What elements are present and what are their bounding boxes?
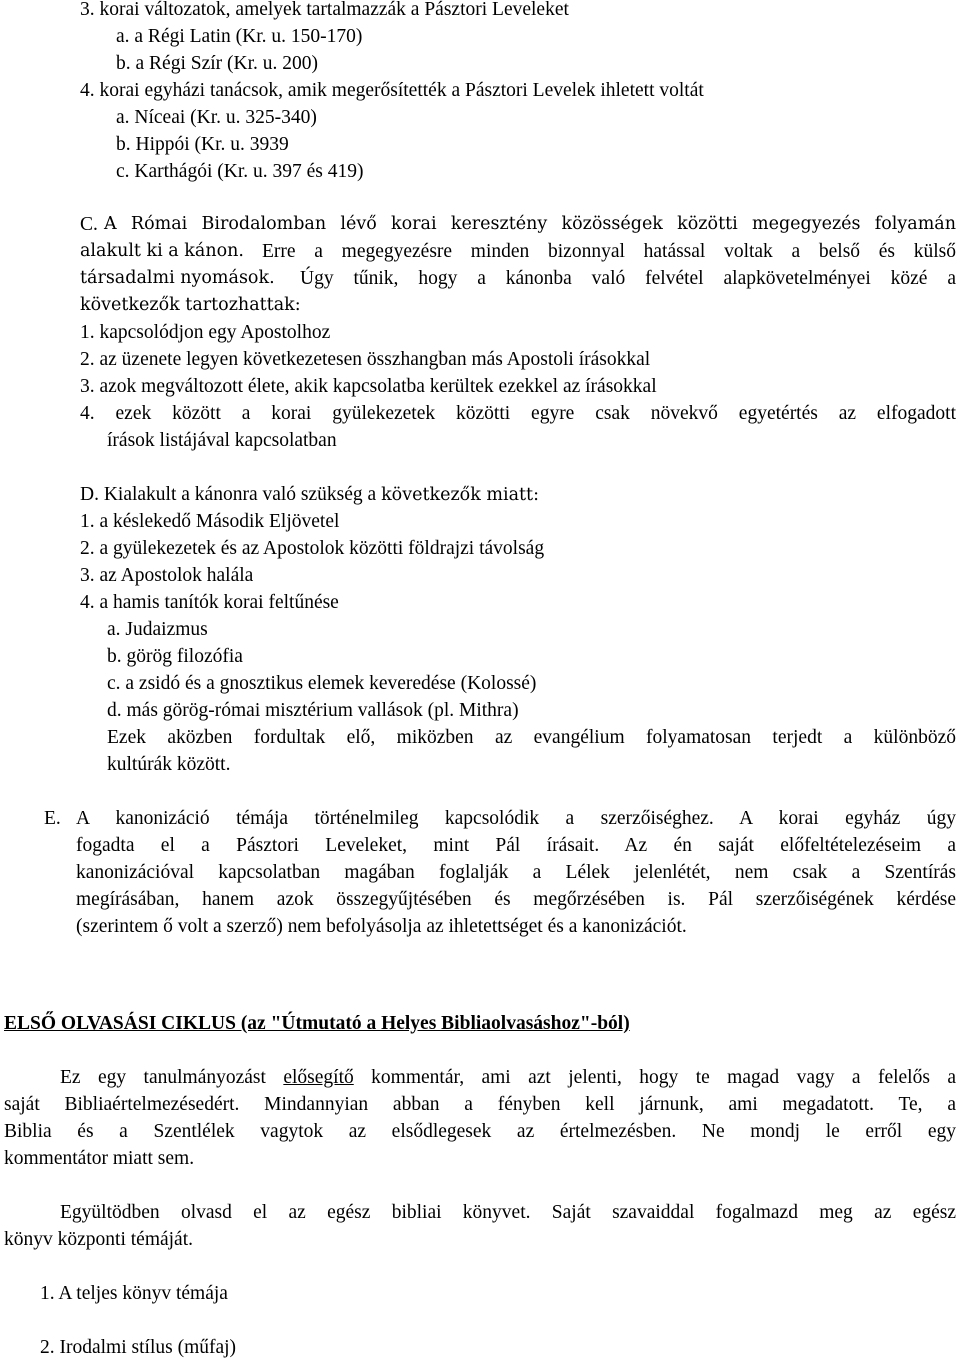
list-item: 2. a gyülekezetek és az Apostolok közötti földrajzi távolság bbox=[80, 538, 545, 559]
section-label: E. bbox=[44, 808, 61, 829]
list-item: 4. a hamis tanítók korai feltűnése bbox=[80, 592, 339, 613]
paragraph-line: megírásában, hanem azok összegyűjtésében és megőrzésében is. Pál szerzőiségének kérdése bbox=[76, 889, 956, 910]
paragraph-line: Biblia és a Szentlélek vagytok az elsődlegesek az értelmezésben. Ne mondj le erről egy bbox=[4, 1121, 956, 1142]
paragraph-line: (szerintem ő volt a szerző) nem befolyásolja az ihletettséget és a kanonizációt. bbox=[76, 916, 687, 937]
paragraph-line: kanonizációval kapcsolatban magában foglalják a Lélek jelenlétét, nem csak a Szentírás bbox=[76, 862, 956, 883]
paragraph-line: saját Bibliaértelmezésedért. Mindannyian abban a fényben kell járnunk, ami megadatott. Te, a bbox=[4, 1094, 956, 1115]
section-intro bbox=[80, 481, 539, 509]
paragraph-line: Együltödben olvasd el az egész bibliai könyvet. Saját szavaiddal fogalmazd meg az egész bbox=[60, 1202, 956, 1223]
list-item: d. más görög-római misztérium vallások (pl. Mithra) bbox=[107, 700, 519, 721]
paragraph-line: kommentátor miatt sem. bbox=[4, 1148, 195, 1169]
list-item: a. Níceai (Kr. u. 325-340) bbox=[116, 107, 317, 128]
list-item: c. Karthágói (Kr. u. 397 és 419) bbox=[116, 161, 364, 182]
paragraph-line: A Római Birodalomban lévő korai keresztény közösségek közötti megegyezés folyamán bbox=[104, 214, 956, 234]
list-item: 3. az Apostolok halála bbox=[80, 565, 254, 586]
list-item: b. a Régi Szír (Kr. u. 200) bbox=[116, 53, 319, 74]
list-item: a. Judaizmus bbox=[107, 619, 208, 640]
underlined-word: elősegítő bbox=[283, 1067, 354, 1088]
paragraph-line: alakult ki a kánon. bbox=[80, 241, 244, 261]
paragraph-line: Ezek aközben fordultak elő, miközben az evangélium folyamatosan terjedt a különböző bbox=[107, 727, 956, 748]
paragraph-line: könyv központi témáját. bbox=[4, 1229, 194, 1250]
list-item: 4. ezek között a korai gyülekezetek közötti egyre csak növekvő egyetértés az elfogadott bbox=[80, 403, 956, 424]
section-heading: ELSŐ OLVASÁSI CIKLUS (az "Útmutató a Helyes Bibliaolvasáshoz"-ból) bbox=[4, 1013, 630, 1034]
list-item: b. Hippói (Kr. u. 3939 bbox=[116, 134, 289, 155]
list-item: 1. kapcsolódjon egy Apostolhoz bbox=[80, 322, 331, 343]
list-item: 2. Irodalmi stílus (műfaj) bbox=[40, 1337, 237, 1358]
list-item: 3. korai változatok, amelyek tartalmazzák a Pásztori Leveleket bbox=[80, 0, 569, 20]
list-item: 4. korai egyházi tanácsok, amik megerősítették a Pásztori Levelek ihletett voltát bbox=[80, 80, 704, 101]
list-item: 2. az üzenete legyen következetesen összhangban más Apostoli írásokkal bbox=[80, 349, 651, 370]
paragraph-line bbox=[60, 1064, 956, 1091]
section-label: C. bbox=[80, 214, 98, 235]
list-item: c. a zsidó és a gnosztikus elemek keveredése (Kolossé) bbox=[107, 673, 537, 694]
paragraph-text: Ez egy tanulmányozást bbox=[60, 1067, 284, 1088]
list-item: a. a Régi Latin (Kr. u. 150-170) bbox=[116, 26, 363, 47]
list-item: 1. A teljes könyv témája bbox=[40, 1283, 228, 1304]
paragraph-line: következők tartozhattak: bbox=[80, 295, 301, 315]
paragraph-line: Erre a megegyezésre minden bizonnyal hatással voltak a belső és külső bbox=[262, 241, 956, 262]
paragraph-line: A kanonizáció témája történelmileg kapcsolódik a szerzőiséghez. A korai egyház úgy bbox=[76, 808, 956, 829]
paragraph-line: Úgy tűnik, hogy a kánonba való felvétel alapkövetelményei közé a bbox=[300, 268, 956, 289]
list-item: 3. azok megváltozott élete, akik kapcsolatba kerültek ezekkel az írásokkal bbox=[80, 376, 657, 397]
section-intro-text: következők miatt: bbox=[381, 485, 539, 505]
section-intro-text: D. Kialakult a kánonra való szükség a bbox=[80, 484, 382, 505]
paragraph-text: kommentár, ami azt jelenti, hogy te magad vagy a felelős a bbox=[353, 1067, 956, 1088]
list-item: 1. a késlekedő Második Eljövetel bbox=[80, 511, 340, 532]
list-item: b. görög filozófia bbox=[107, 646, 243, 667]
paragraph-line: kultúrák között. bbox=[107, 754, 231, 775]
paragraph-line: társadalmi nyomások. bbox=[80, 268, 275, 288]
list-item: írások listájával kapcsolatban bbox=[107, 430, 337, 451]
paragraph-line: fogadta el a Pásztori Leveleket, mint Pál írásait. Az én saját előfeltételezéseim a bbox=[76, 835, 956, 856]
